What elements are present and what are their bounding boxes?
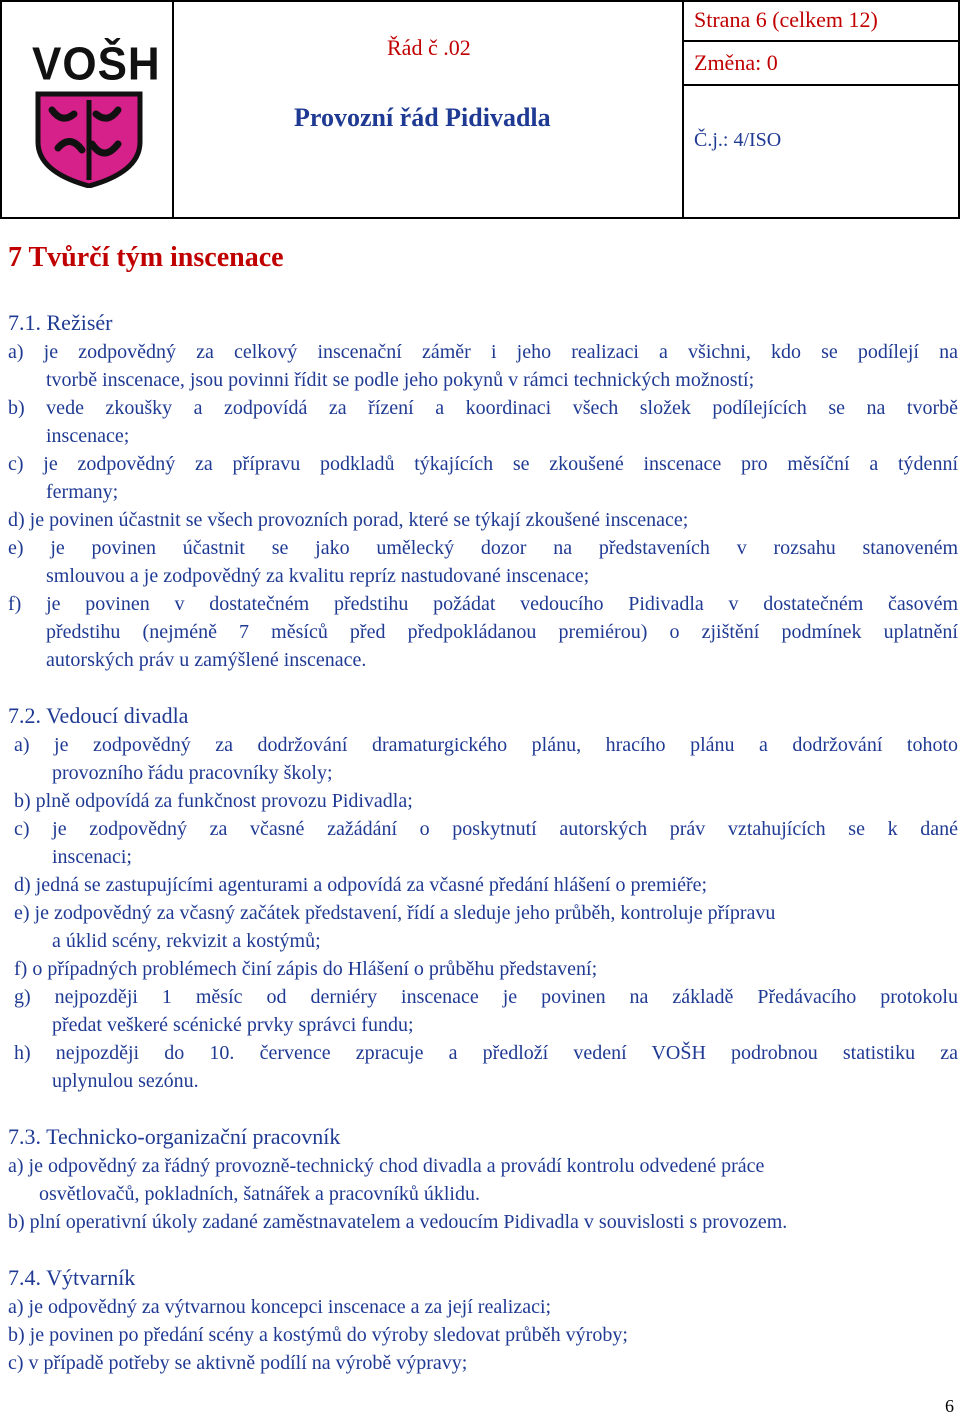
list-item: d) je povinen účastnit se všech provozních porad, které se týkají zkoušené inscenace;	[8, 509, 689, 531]
change-info: Změna: 0	[694, 50, 778, 75]
list-item: b) plní operativní úkoly zadané zaměstnavatelem a vedoucím Pidivadla v souvislosti s provozem.	[8, 1211, 788, 1233]
list-item-continuation: tvorbě inscenace, jsou povinni řídit se podle jeho pokynů v rámci technických možností;	[46, 369, 755, 391]
divider	[684, 40, 958, 42]
list-item: e) je zodpovědný za včasný začátek představení, řídí a sleduje jeho průběh, kontroluje přípravu	[14, 902, 776, 924]
logo-wordmark: VOŠH	[32, 38, 161, 91]
list-item: g) nejpozději 1 měsíc od derniéry inscenace je povinen na základě Předávacího protokolu	[14, 986, 958, 1008]
list-item: b) vede zkoušky a zodpovídá za řízení a koordinaci všech složek podílejících se na tvorbě	[8, 397, 958, 419]
list-item: f) je povinen v dostatečném předstihu požádat vedoucího Pidivadla v dostatečném časovém	[8, 593, 958, 615]
meta-cell	[684, 2, 958, 217]
page-number: 6	[945, 1396, 954, 1416]
list-item: b) je povinen po předání scény a kostýmů do výroby sledovat průběh výroby;	[8, 1324, 628, 1346]
list-item: a) je zodpovědný za celkový inscenační záměr i jeho realizaci a všichni, kdo se podílejí na	[8, 341, 958, 363]
list-item: c) v případě potřeby se aktivně podílí na výrobě výpravy;	[8, 1352, 468, 1374]
page-info: Strana 6 (celkem 12)	[694, 7, 878, 32]
list-item-continuation: a úklid scény, rekvizit a kostýmů;	[52, 930, 321, 952]
list-item: e) je povinen účastnit se jako umělecký dozor na představeních v rozsahu stanoveném	[8, 537, 958, 559]
list-item: h) nejpozději do 10. července zpracuje a předloží vedení VOŠH podrobnou statistiku za	[14, 1042, 958, 1064]
document-title: Provozní řád Pidivadla	[294, 103, 551, 132]
list-item: c) je zodpovědný za včasné zažádání o poskytnutí autorských práv vztahujících se k dané	[14, 818, 958, 840]
list-item-continuation: inscenaci;	[52, 846, 132, 868]
subsection-heading: 7.1. Režisér	[8, 310, 113, 335]
list-item-continuation: smlouvou a je zodpovědný za kvalitu repríz nastudované inscenace;	[46, 565, 590, 587]
divider	[684, 84, 958, 86]
list-item-continuation: uplynulou sezónu.	[52, 1070, 199, 1092]
subsection-heading: 7.2. Vedoucí divadla	[8, 703, 189, 728]
list-item-continuation: fermany;	[46, 481, 119, 503]
document-header	[0, 0, 960, 219]
list-item: a) je odpovědný za řádný provozně-technický chod divadla a provádí kontrolu odvedené práce	[8, 1155, 765, 1177]
list-item-continuation: provozního řádu pracovníky školy;	[52, 762, 333, 784]
title-cell	[174, 2, 684, 217]
list-item-continuation: osvětlovačů, pokladních, šatnářek a pracovníků úklidu.	[39, 1183, 480, 1205]
list-item: d) jedná se zastupujícími agenturami a odpovídá za včasné předání hlášení o premiéře;	[14, 874, 708, 896]
subsection-heading: 7.4. Výtvarník	[8, 1265, 136, 1290]
subsection-heading: 7.3. Technicko-organizační pracovník	[8, 1124, 341, 1149]
list-item-continuation: předstihu (nejméně 7 měsíců před předpokládanou premiérou) o zjištění podmínek uplatnění	[46, 621, 958, 643]
list-item: b) plně odpovídá za funkčnost provozu Pidivadla;	[14, 790, 413, 812]
section-title: 7 Tvůrčí tým inscenace	[8, 242, 284, 273]
list-item: a) je odpovědný za výtvarnou koncepci inscenace a za její realizaci;	[8, 1296, 552, 1318]
list-item-continuation: předat veškeré scénické prvky správci fundu;	[52, 1014, 414, 1036]
list-item: a) je zodpovědný za dodržování dramaturgického plánu, hracího plánu a dodržování tohoto	[14, 734, 958, 756]
document-code: Řád č .02	[387, 35, 471, 60]
logo-cell	[2, 2, 174, 217]
list-item-continuation: inscenace;	[46, 425, 130, 447]
reference-number: Č.j.: 4/ISO	[694, 129, 782, 151]
list-item: c) je zodpovědný za přípravu podkladů týkajících se zkoušené inscenace pro měsíční a týdenní	[8, 453, 958, 475]
list-item: f) o případných problémech činí zápis do Hlášení o průběhu představení;	[14, 958, 598, 980]
list-item-continuation: autorských práv u zamýšlené inscenace.	[46, 649, 367, 671]
theatre-masks-logo-icon	[34, 90, 144, 188]
